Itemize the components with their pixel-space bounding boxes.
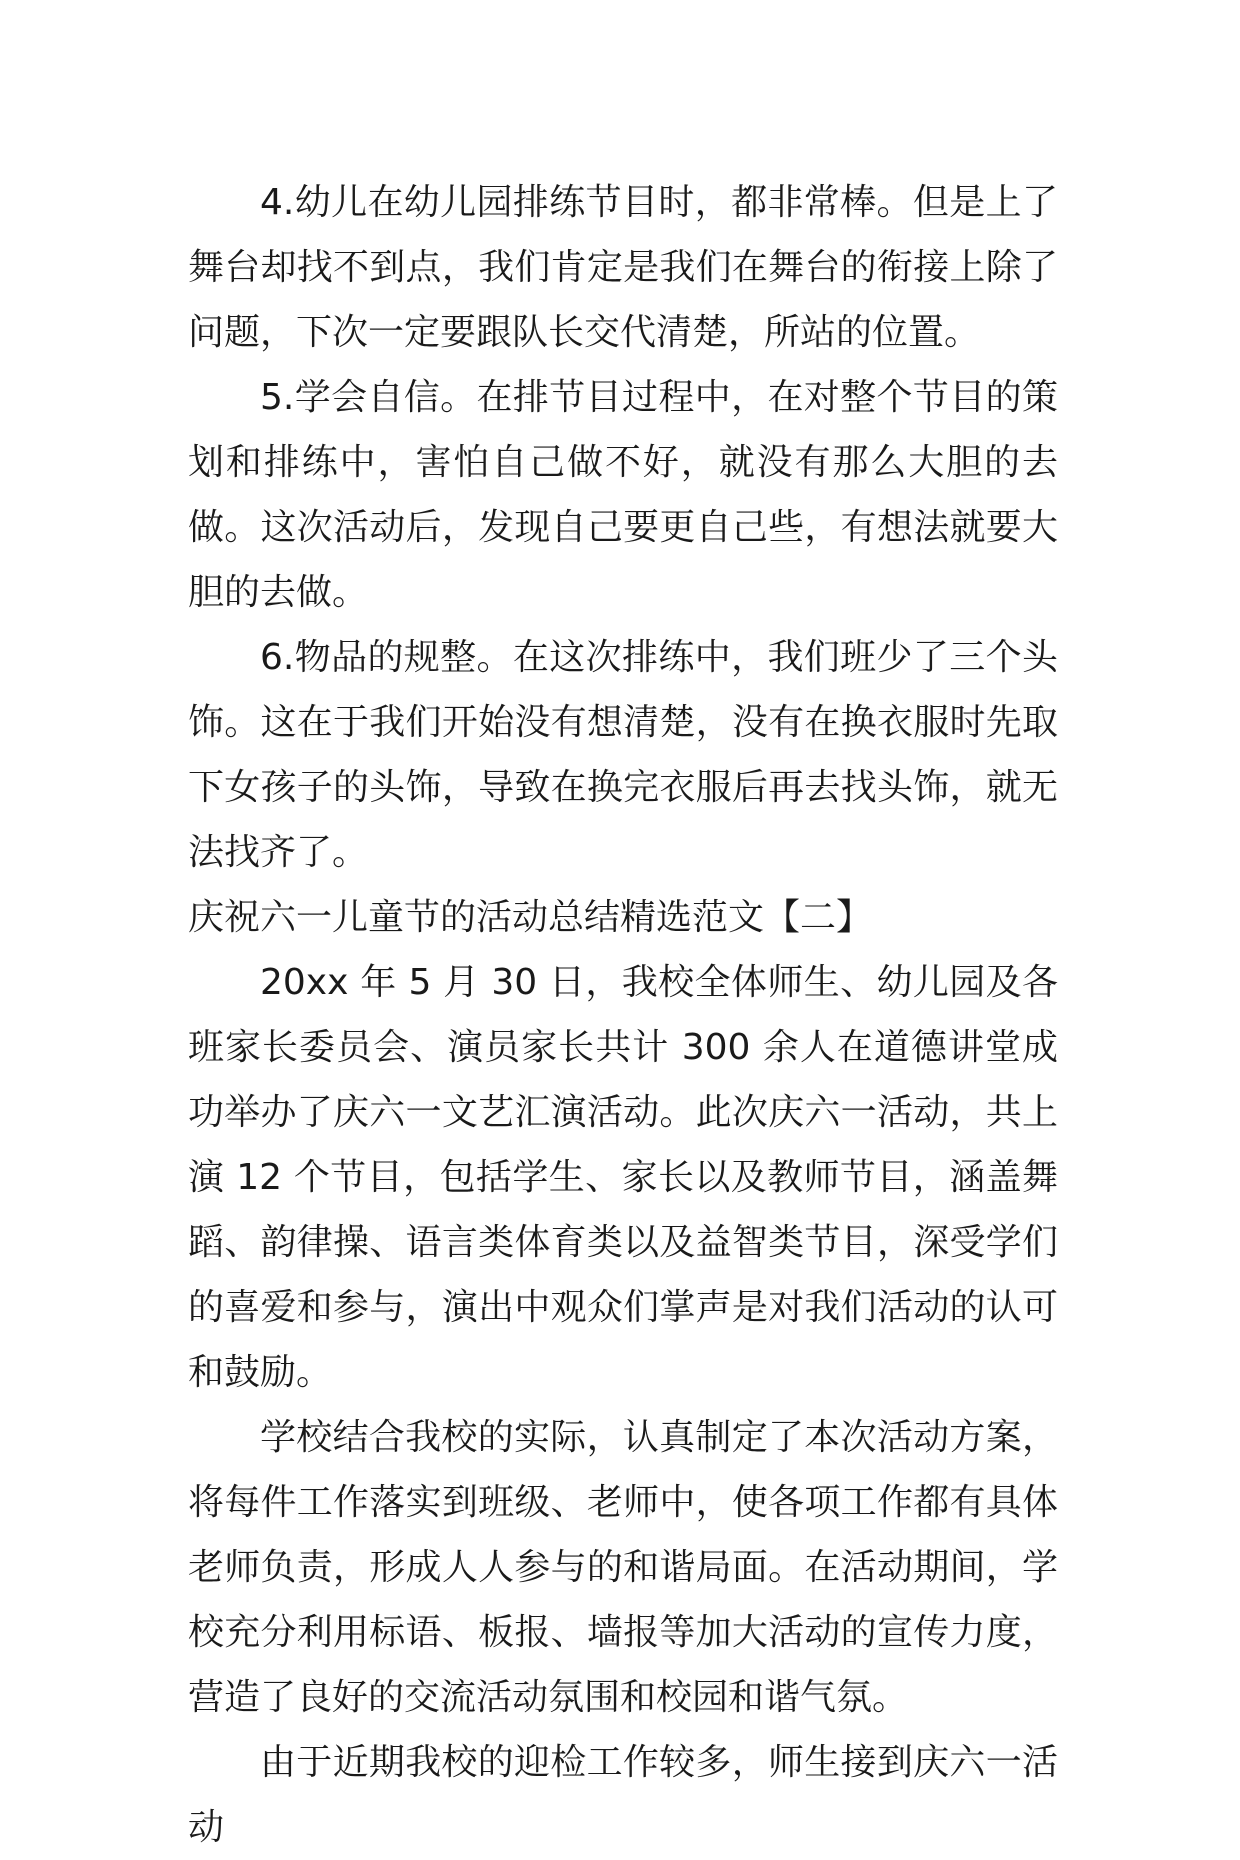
- paragraph-inspection-work: 由于近期我校的迎检工作较多，师生接到庆六一活动: [188, 1742, 1058, 1848]
- section-heading: 庆祝六一儿童节的活动总结精选范文【二】: [188, 897, 873, 938]
- paragraph-item-6: 6.物品的规整。在这次排练中，我们班少了三个头饰。这在于我们开始没有想清楚，没有在换衣服时先取下女孩子的头饰，导致在换完衣服后再去找头饰，就无法找齐了。: [188, 637, 1058, 873]
- paragraph-item-4: 4.幼儿在幼儿园排练节目时，都非常棒。但是上了舞台却找不到点，我们肯定是我们在舞台的衔接上除了问题，下次一定要跟队长交代清楚，所站的位置。: [188, 182, 1058, 353]
- paragraph-item-5: 5.学会自信。在排节目过程中，在对整个节目的策划和排练中，害怕自己做不好，就没有那么大胆的去做。这次活动后，发现自己要更自己些，有想法就要大胆的去做。: [188, 377, 1058, 613]
- paragraph-event-summary: 20xx 年 5 月 30 日，我校全体师生、幼儿园及各班家长委员会、演员家长共计 300 余人在道德讲堂成功举办了庆六一文艺汇演活动。此次庆六一活动，共上演 12 个节目，包括学生、家长以及教师节目，涵盖舞蹈、韵律操、语言类体育类以及益智类节目，深受学们的喜爱和参与，演出中观众们掌声是对我们活动的认可和鼓励。: [188, 962, 1058, 1393]
- paragraph-school-plan: 学校结合我校的实际，认真制定了本次活动方案，将每件工作落实到班级、老师中，使各项工作都有具体老师负责，形成人人参与的和谐局面。在活动期间，学校充分利用标语、板报、墙报等加大活动的宣传力度，营造了良好的交流活动氛围和校园和谐气氛。: [188, 1417, 1058, 1718]
- document-body: [188, 170, 1058, 1860]
